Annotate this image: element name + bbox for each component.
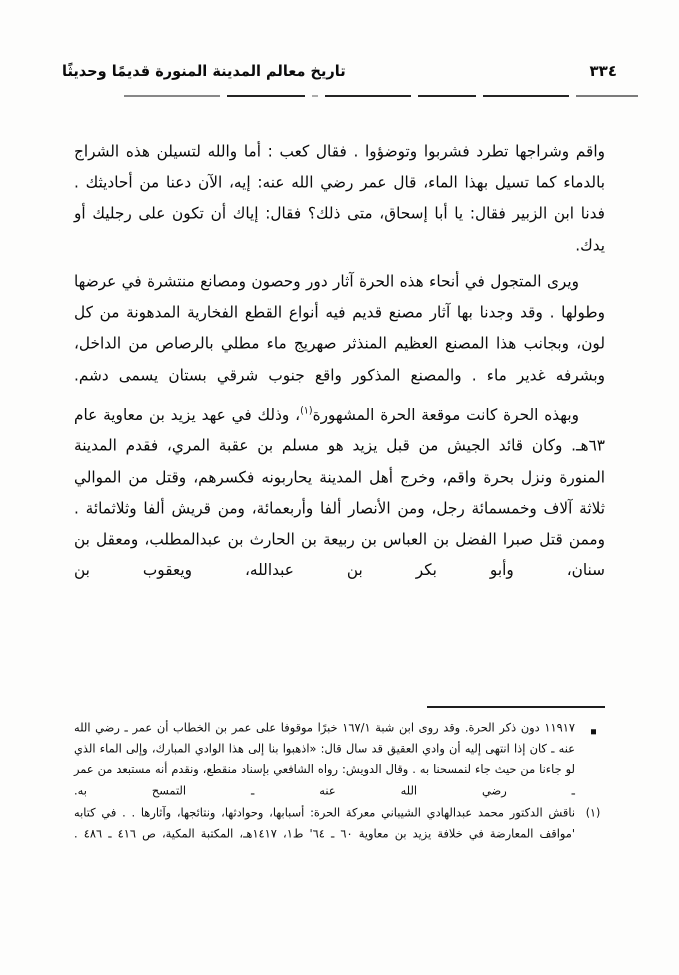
- footnote-square-bullet-icon: [581, 717, 605, 801]
- footnote-reference-1[interactable]: (١): [300, 404, 313, 417]
- footnote-item-continuation: [74, 717, 605, 801]
- page-number: ٣٣٤: [589, 62, 617, 80]
- paragraph-3-text-after-footnote: ، وذلك في عهد يزيد بن معاوية عام ٦٣هـ. وكان قائد الجيش من قبل يزيد هو مسلم بن عقبة المري، فقدم المدينة المنورة ونزل بحرة واقم، وخرج أهل المدينة يحاربونه فكسرهم، وقتل من الموالي ثلاثة آلاف وخمسمائة رجل، ومن الأنصار ألفا وأربعمائة، ومن قريش ألفا وثلاثمائة . وممن قتل صبرا الفضل بن العباس بن ربيعة بن الحارث بن عبدالمطلب، ومعقل بن سنان، وأبو بكر بن عبدالله، ويعقوب بن: [74, 404, 605, 580]
- running-title: تاريخ معالم المدينة المنورة قديمًا وحديثًا: [62, 63, 346, 81]
- footnote-block: [74, 706, 605, 845]
- paragraph-2: ويرى المتجول في أنحاء هذه الحرة آثار دور وحصون ومصانع منتشرة في عرضها وطولها . وقد وجدنا بها آثار مصنع قديم فيه أنواع القطع الفخارية المدهونة من كل لون، وبجانب هذا المصنع العظيم المنذثر صهريج ماء مطلي بالرصاص من الداخل، وبشرفه غدير ماء . والمصنع المذكور واقع جنوب شرقي بستان يسمى دشم.: [74, 271, 605, 384]
- paragraph-3-text-before-footnote: وبهذه الحرة كانت موقعة الحرة المشهورة: [312, 404, 579, 424]
- footnote-separator-rule: [427, 706, 605, 708]
- paragraph-1: واقم وشراجها تطرد فشربوا وتوضؤوا . فقال كعب : أما والله لتسيلن هذه الشراج بالدماء كما تسيل بهذا الماء، قال عمر رضي الله عنه: إيه، الآن دعنا من أحاديثك . فدنا ابن الزبير فقال: يا أبا إسحاق، متى ذلك؟ فقال: إياك أن تكون على رجليك أو يدك.: [74, 142, 605, 255]
- footnote-text-1: ناقش الدكتور محمد عبدالهادي الشيباني معركة الحرة: أسبابها، وحوادثها، ونتائجها، وآثارها . . في كتابه 'مواقف المعارضة في خلافة يزيد بن معاوية ٦٠ ـ ٦٤' ط١، ١٤١٧هـ، المكتبة المكية، ص ٤١٦ ـ ٤٨٦ .: [74, 804, 575, 841]
- body-text: [74, 136, 605, 585]
- footnote-item-1: [74, 802, 605, 844]
- page-header: [62, 62, 617, 106]
- footnote-continuation-text: ١١٩١٧ دون ذكر الحرة. وقد روى ابن شبة ١٦٧/١ خبرًا موقوفا على عمر بن الخطاب أن عمر ـ رضي الله عنه ـ كان إذا انتهى إليه أن وادي العقيق قد سال قال: «اذهبوا بنا إلى هذا الوادي المبارك، وإلى الماء الذي لو جاءنا من حيث جاء لنمسحنا به . وقال الدويش: رواه الشافعي بإسناد منقطع، ونقدم أنه مستبعد من عمر ـ رضي الله عنه ـ التمسح به.: [74, 720, 576, 798]
- paragraph-3: [74, 396, 605, 586]
- footnote-marker-1: (١): [585, 805, 601, 820]
